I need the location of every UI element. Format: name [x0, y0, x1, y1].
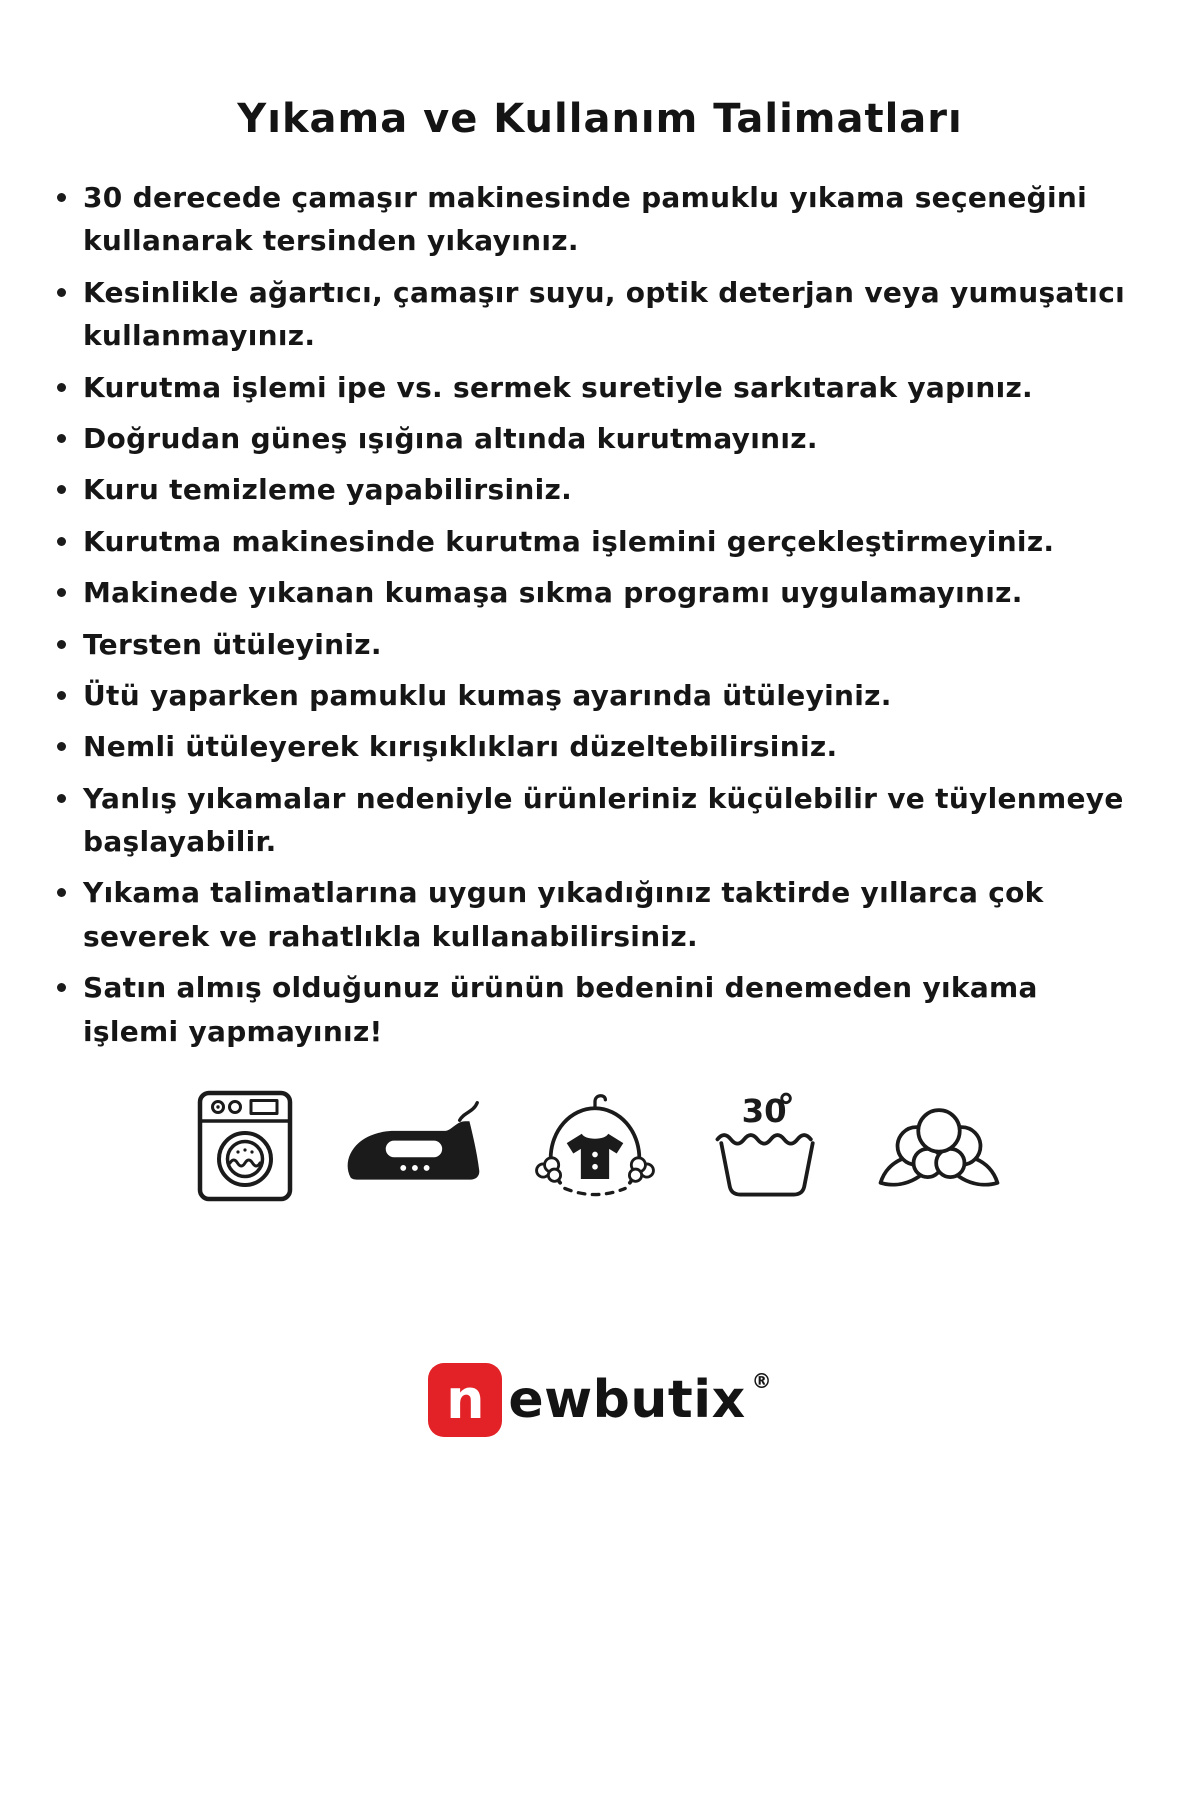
instruction-item — [57, 725, 1142, 768]
bullet-dot — [57, 888, 66, 897]
instruction-text: Kuru temizleme yapabilirsiniz. — [83, 473, 573, 507]
bullet-dot — [57, 193, 66, 202]
instruction-text: Tersten ütüleyiniz. — [83, 627, 382, 661]
bullet-dot — [57, 434, 66, 443]
washing-machine-icon — [195, 1088, 295, 1204]
wash-temperature-label: 30 — [741, 1092, 787, 1131]
bullet-dot — [57, 288, 66, 297]
instruction-text: Yanlış yıkamalar nedeniyle ürünleriniz küçülebilir ve tüylenmeye başlayabilir. — [83, 781, 1124, 859]
instruction-text: Makinede yıkanan kumaşa sıkma programı uygulamayınız. — [83, 576, 1023, 610]
steam-puff-left — [537, 1158, 561, 1182]
logo-mark-letter: n — [446, 1368, 485, 1432]
bullet-dot — [57, 588, 66, 597]
instruction-text: Kurutma işlemi ipe vs. sermek suretiyle sarkıtarak yapınız. — [83, 370, 1033, 404]
cotton-icon — [873, 1091, 1005, 1201]
instruction-item — [57, 966, 1142, 1053]
instruction-item — [57, 674, 1142, 717]
instruction-item — [57, 271, 1142, 358]
instruction-item — [57, 176, 1142, 263]
steam-puff-right — [629, 1158, 653, 1182]
instructions-list — [0, 176, 1200, 1053]
instruction-text: Doğrudan güneş ışığına altında kurutmayınız. — [83, 421, 818, 455]
instruction-item — [57, 468, 1142, 511]
instruction-item — [57, 417, 1142, 460]
instruction-item — [57, 871, 1142, 958]
instruction-text: Yıkama talimatlarına uygun yıkadığınız taktirde yıllarca çok severek ve rahatlıkla kullanabilirsiniz. — [83, 876, 1044, 953]
bullet-dot — [57, 485, 66, 494]
brand-logo — [0, 1363, 1200, 1437]
logo-mark — [428, 1363, 502, 1437]
instruction-text: Kesinlikle ağartıcı, çamaşır suyu, optik deterjan veya yumuşatıcı kullanmayınız. — [83, 275, 1125, 353]
registered-mark: ® — [751, 1369, 772, 1394]
bullet-dot — [57, 640, 66, 649]
instruction-text: Nemli ütüleyerek kırışıklıkları düzeltebilirsiniz. — [83, 730, 838, 764]
iron-icon — [339, 1092, 485, 1201]
bullet-dot — [57, 983, 66, 992]
instruction-item — [57, 571, 1142, 614]
bullet-dot — [57, 794, 66, 803]
care-icons-row — [0, 1079, 1200, 1213]
bullet-dot — [57, 691, 66, 700]
instruction-item — [57, 366, 1142, 409]
bullet-dot — [57, 537, 66, 546]
wash-30-basin-icon — [705, 1086, 829, 1206]
logo-text: ewbutix — [508, 1370, 746, 1431]
bullet-dot — [57, 742, 66, 751]
instruction-text: Satın almış olduğunuz ürünün bedenini denemeden yıkama işlemi yapmayınız! — [83, 971, 1038, 1048]
instruction-item — [57, 623, 1142, 666]
page-title: Yıkama ve Kullanım Talimatları — [237, 96, 963, 142]
bullet-dot — [57, 383, 66, 392]
instruction-text: Kurutma makinesinde kurutma işlemini gerçekleştirmeyiniz. — [83, 524, 1055, 558]
steam-shirt-icon — [529, 1079, 661, 1213]
instruction-item — [57, 520, 1142, 563]
instruction-text: 30 derecede çamaşır makinesinde pamuklu yıkama seçeneğini kullanarak tersinden yıkayınız. — [83, 181, 1088, 258]
instruction-text: Ütü yaparken pamuklu kumaş ayarında ütüleyiniz. — [83, 678, 892, 712]
instruction-item — [57, 777, 1142, 864]
